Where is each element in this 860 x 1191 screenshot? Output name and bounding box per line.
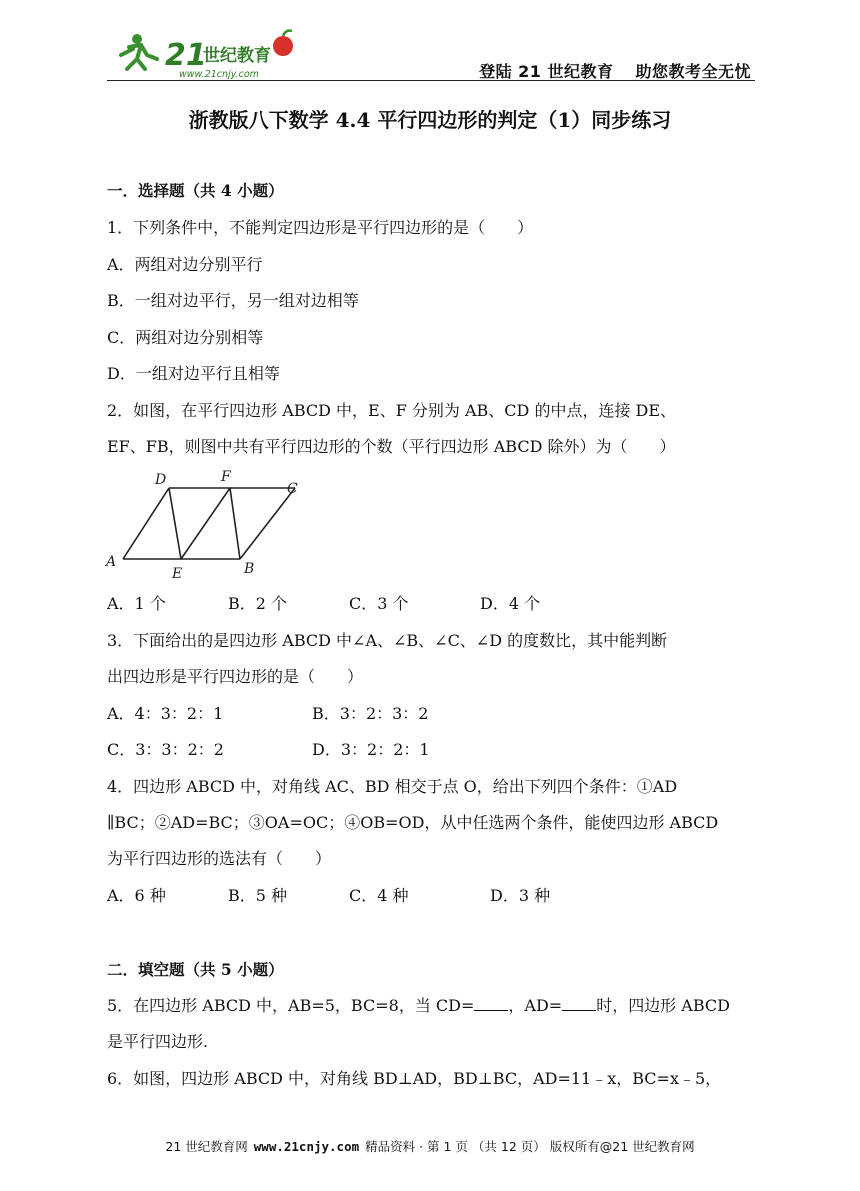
segment-de [169,488,181,559]
q4-option-c: C．4 种 [349,886,409,905]
q3-options-row2 [107,740,430,760]
q4-option-b: B．5 种 [228,886,288,905]
q1-option-b: B．一组对边平行，另一组对边相等 [107,291,359,310]
logo-brand: 世纪教育 [203,46,271,66]
slogan-help: 助您教考全无忧 [635,62,751,81]
q4-options [107,886,550,906]
segment-ef [181,488,230,559]
q6-stem-line1: 6．如图，四边形 ABCD 中，对角线 BD⊥AD，BD⊥BC，AD=11﹣x，BC=x﹣5， [107,1069,722,1088]
segment-ad [123,488,169,559]
label-c: C [287,481,298,497]
header-divider [107,80,755,81]
q4-stem-line3: 为平行四边形的选法有（ ） [107,849,332,868]
q1-option-c: C．两组对边分别相等 [107,328,264,347]
logo-number: 21 [165,38,207,73]
q5-text-1: 5．在四边形 ABCD 中，AB=5，BC=8，当 CD= [107,996,475,1015]
page-title: 浙教版八下数学 4.4 平行四边形的判定（1）同步练习 [188,108,672,132]
q5-blank-cd [474,996,508,1011]
q3-option-d: D．3：2：2：1 [312,740,430,759]
q5-stem-line2: 是平行四边形. [107,1032,209,1051]
q2-option-b: B．2 个 [228,594,288,613]
q4-stem-line1: 4．四边形 ABCD 中，对角线 AC、BD 相交于点 O，给出下列四个条件：①AD [107,777,678,796]
q3-option-c: C．3：3：2：2 [107,740,224,759]
label-a: A [106,554,117,570]
q5-text-3: 时，四边形 ABCD [596,996,730,1015]
q5-blank-ad [562,996,596,1011]
page-footer [0,1137,860,1155]
q1-stem: 1．下列条件中，不能判定四边形是平行四边形的是（ ） [107,218,534,237]
footer-site-name: 21 世纪教育网 [165,1139,248,1154]
segment-bc [240,488,295,559]
section-choice-heading: 一．选择题（共 4 小题） [107,181,284,200]
label-e: E [172,566,183,582]
footer-page-info: 精品资料 · 第 1 页 （共 12 页） 版权所有@21 世纪教育网 [365,1139,695,1154]
section-fill-heading: 二．填空题（共 5 小题） [107,960,284,979]
logo-url: www.21cnjy.com [179,69,259,80]
slogan-login: 登陆 21 世纪教育 [479,62,614,81]
q3-option-a: A．4：3：2：1 [107,704,224,723]
header-slogan [457,59,751,82]
page-header [107,25,755,80]
q4-option-a: A．6 种 [107,886,166,905]
q3-option-b: B．3：2：3：2 [312,704,429,723]
label-d: D [155,472,167,488]
q2-option-d: D．4 个 [480,594,541,613]
label-b: B [244,561,255,577]
q5-stem-line1 [107,996,730,1016]
site-logo [107,25,307,80]
footer-url: www.21cnjy.com [253,1139,360,1154]
q2-options [107,594,540,614]
q4-stem-line2: ∥BC；②AD=BC；③OA=OC；④OB=OD，从中任选两个条件，能使四边形 ABCD [107,813,719,832]
q2-stem-line2: EF、FB，则图中共有平行四边形的个数（平行四边形 ABCD 除外）为（ ） [107,437,676,456]
q3-options-row1 [107,704,428,724]
q1-option-d: D．一组对边平行且相等 [107,364,280,383]
q3-stem-line1: 3．下面给出的是四边形 ABCD 中∠A、∠B、∠C、∠D 的度数比，其中能判断 [107,631,668,650]
q3-stem-line2: 出四边形是平行四边形的是（ ） [107,667,364,686]
q4-option-d: D．3 种 [490,886,551,905]
q2-option-a: A．1 个 [107,594,166,613]
q2-option-c: C．3 个 [349,594,409,613]
q2-parallelogram-figure [105,466,310,586]
label-f: F [221,469,231,485]
segment-fb [230,488,240,559]
q1-option-a: A．两组对边分别平行 [107,255,263,274]
q5-text-2: ，AD= [508,996,563,1015]
q2-stem-line1: 2．如图，在平行四边形 ABCD 中，E、F 分别为 AB、CD 的中点，连接 DE、 [107,401,677,420]
